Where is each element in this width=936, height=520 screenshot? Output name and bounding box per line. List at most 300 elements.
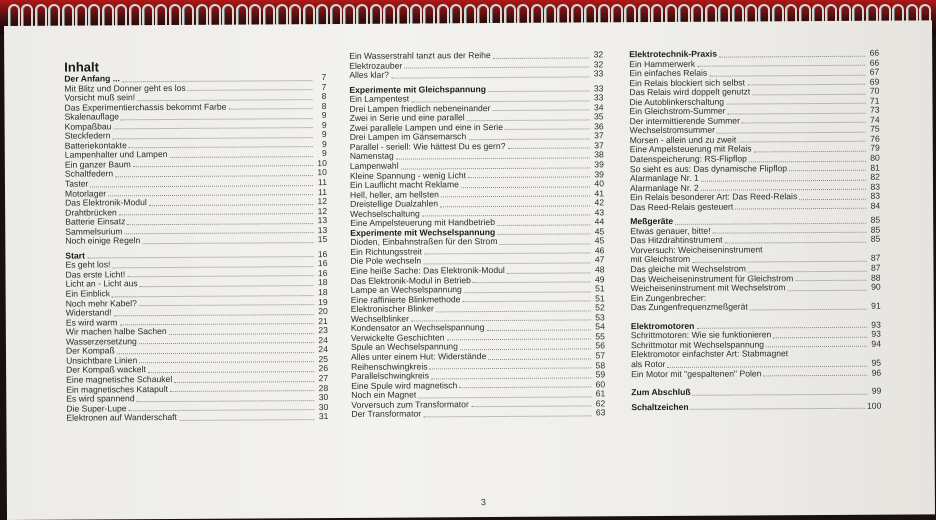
toc-entry-title: Die Super-Lupe <box>66 402 127 414</box>
toc-page-number: 61 <box>595 388 606 399</box>
toc-page-number: 24 <box>318 334 328 345</box>
toc-entry-title: Widerstand! <box>65 307 112 318</box>
toc-page-number: 24 <box>318 344 329 355</box>
toc-entry-title: Schaltfedern <box>64 168 114 180</box>
toc-page-number: 66 <box>869 47 880 58</box>
dot-leader <box>488 356 591 360</box>
toc-page-number: 30 <box>318 401 329 412</box>
toc-entry-title: Experimente mit Gleichspannung <box>349 83 487 95</box>
toc-page-number: 79 <box>870 143 880 154</box>
dot-leader <box>87 255 313 259</box>
toc-page-number: 82 <box>870 171 880 182</box>
dot-leader <box>125 230 314 234</box>
toc-entry-title: Das Experimentierchassis bekommt Farbe <box>64 101 227 113</box>
toc-page-number: 63 <box>595 407 606 418</box>
toc-page-number: 23 <box>318 325 328 336</box>
dot-leader <box>391 74 589 78</box>
dot-leader <box>431 375 591 379</box>
dot-leader <box>709 72 865 76</box>
toc-page-number: 18 <box>317 277 328 288</box>
toc-page-number: 9 <box>321 138 327 149</box>
toc-entry-title: Namenstag <box>349 151 394 162</box>
toc-page-number: 84 <box>870 200 881 211</box>
toc-entry-title: Elektrozauber <box>349 60 403 71</box>
toc-page-number: 46 <box>594 245 605 256</box>
dot-leader <box>697 63 865 67</box>
book-page <box>4 20 935 520</box>
toc-entry-title: Sammelsurium <box>65 226 123 237</box>
toc-page-number: 9 <box>321 148 327 159</box>
dot-leader <box>696 325 866 329</box>
dot-leader <box>133 164 313 168</box>
toc-section-heading <box>631 401 881 412</box>
toc-page-number: 99 <box>871 385 882 396</box>
toc-entry-title: Das Relais wird doppelt genutzt <box>629 86 751 98</box>
toc-entry-title: Ein einfaches Relais <box>629 67 708 79</box>
toc-page-number: 33 <box>593 92 604 103</box>
toc-page-number: 21 <box>318 315 328 326</box>
toc-entry-title: Eine heiße Sache: Das Elektronik-Modul <box>350 264 505 276</box>
toc-entry-title: Wechselblinker <box>350 313 409 324</box>
dot-leader <box>799 196 866 199</box>
dot-leader <box>170 388 314 392</box>
dot-leader <box>464 289 591 293</box>
toc-entry-title: Eine Ampelsteuerung mit Relais <box>629 143 752 155</box>
toc-entry-title: Unsichtbare Linien <box>66 355 138 366</box>
dot-leader <box>675 221 866 225</box>
page-title: Inhalt <box>64 59 99 75</box>
toc-page-number: 90 <box>871 281 881 292</box>
toc-entry-title: Noch einige Regeln <box>65 235 141 246</box>
toc-page-number: 11 <box>318 177 327 188</box>
toc-entry-title: Motorlager <box>64 187 107 199</box>
toc-entry-title: Ein Relais blockiert sich selbst <box>629 77 745 88</box>
dot-leader <box>430 365 592 369</box>
dot-leader <box>174 379 314 383</box>
dot-leader <box>148 369 314 373</box>
dot-leader <box>170 154 313 158</box>
dot-leader <box>752 91 865 95</box>
toc-page-number: 8 <box>321 91 327 102</box>
dot-leader <box>411 98 589 102</box>
toc-page-number: 47 <box>594 254 605 265</box>
toc-page-number: 96 <box>871 367 882 378</box>
toc-page-number: 42 <box>594 197 605 208</box>
toc-page-number: 81 <box>870 162 880 173</box>
toc-page-number: 95 <box>871 357 882 368</box>
toc-entry-title: Es geht los! <box>65 259 111 271</box>
toc-entry-title: Lampenhalter und Lampen <box>64 149 168 161</box>
toc-page-number: 73 <box>869 104 880 115</box>
toc-page-number: 76 <box>870 133 880 144</box>
toc-entry-title: Noch ein Magnet <box>351 389 417 401</box>
toc-entry-title: Ein ganzer Baum <box>64 159 131 170</box>
dot-leader <box>137 398 315 402</box>
toc-page-number: 53 <box>595 312 605 323</box>
toc-entry-title: Verwickelte Geschichten <box>350 332 445 343</box>
dot-leader <box>691 406 865 410</box>
toc-entry-title: Noch mehr Kabel? <box>65 297 137 309</box>
toc-page-number: 26 <box>318 363 329 374</box>
dot-leader <box>701 187 866 191</box>
toc-entry-title: Alarmanlage Nr. 2 <box>629 182 699 193</box>
dot-leader <box>188 87 313 91</box>
toc-page-number: 38 <box>594 149 604 160</box>
dot-leader <box>742 120 866 124</box>
toc-page-number: 39 <box>594 159 604 170</box>
dot-leader <box>738 139 866 143</box>
toc-entry-title: Zwei parallele Lampen und eine in Serie <box>349 121 504 133</box>
dot-leader <box>728 111 866 115</box>
toc-entry-title: Es wird spannend <box>66 393 135 404</box>
dot-leader <box>139 360 314 364</box>
toc-page-number: 41 <box>594 187 605 199</box>
dot-leader <box>418 394 591 398</box>
toc-page-number: 88 <box>870 272 881 283</box>
dot-leader <box>112 293 314 297</box>
toc-entry-title: Das Weicheiseninstrument für Gleichstrom <box>630 272 794 284</box>
dot-leader <box>486 327 590 331</box>
dot-leader <box>763 373 867 377</box>
toc-entry-title: Der Anfang ... <box>64 73 120 84</box>
dot-leader <box>773 335 867 339</box>
dot-leader <box>113 135 313 139</box>
dot-leader <box>497 222 590 226</box>
toc-entry-title: Ein Lampentest <box>349 93 410 105</box>
toc-page-number: 85 <box>870 214 881 226</box>
toc-entry-title: Das Hitzdrahtinstrument <box>630 235 723 246</box>
toc-entry-title: Steckfedern <box>64 130 111 141</box>
toc-page-number: 7 <box>321 81 327 92</box>
toc-entry-title: Lampe an Wechselspannung <box>350 284 462 296</box>
toc-entry-title: Das Elektronik-Modul <box>65 197 147 208</box>
toc-page-number: 9 <box>321 110 327 121</box>
dot-leader <box>139 302 314 306</box>
toc-page-number: 70 <box>869 85 880 96</box>
dot-leader <box>436 308 591 312</box>
dot-leader <box>411 318 591 322</box>
toc-page-number: 12 <box>317 205 328 216</box>
dot-leader <box>507 270 591 274</box>
dot-leader <box>137 97 312 101</box>
dot-leader <box>112 264 313 268</box>
toc-entry-title: Drei Lampen friedlich nebeneinander <box>349 102 491 114</box>
toc-entry-title: Ein Motor mit "gespaltenen" Polen <box>631 367 762 379</box>
dot-leader <box>471 404 592 408</box>
toc-page-number: 49 <box>594 273 605 284</box>
toc-entry <box>351 409 605 420</box>
toc-entry-title: Das Zungenfrequenzmeßgerät <box>630 301 748 313</box>
toc-entry-title: Parallel - seriell: Wie hättest Du es gern? <box>349 140 506 152</box>
toc-page-number: 48 <box>594 264 605 275</box>
toc-entry-title: Parallelschwingkreis <box>351 370 430 381</box>
dot-leader <box>460 346 591 350</box>
toc-entry-title: Vorversuch zum Transformator <box>351 398 469 410</box>
toc-entry-title: Datenspeicherung: RS-Flipflop <box>629 153 747 165</box>
dot-leader <box>459 385 591 389</box>
dot-leader <box>149 202 313 206</box>
toc-page-number: 10 <box>317 157 327 169</box>
dot-leader <box>492 108 589 112</box>
toc-page-number: 66 <box>869 57 880 68</box>
toc-entry-title: Batteriekontakte <box>64 140 127 151</box>
toc-page-number: 16 <box>317 248 328 259</box>
toc-entry-title: Wechselschaltung <box>350 208 420 219</box>
toc-entry-title: Hell, heller, am hellsten <box>350 189 439 200</box>
toc-entry-title: Dreistellige Dualzahlen <box>350 198 439 210</box>
toc-page-number: 67 <box>869 66 880 77</box>
dot-leader <box>507 146 589 150</box>
toc-page-number: 94 <box>871 338 881 349</box>
toc-page-number: 32 <box>593 49 604 60</box>
toc-page-number: 85 <box>870 224 881 235</box>
dot-leader <box>422 213 590 217</box>
toc-page-number: 33 <box>593 82 604 94</box>
toc-entry-title: Wechselstromsummer <box>629 125 716 136</box>
toc-entry-title: Ein Wasserstrahl tanzt aus der Reihe <box>349 50 491 61</box>
dot-leader <box>129 407 315 411</box>
toc-entry-title: Kondensator an Wechselspannung <box>350 322 485 334</box>
toc-entry-title: Kompaßbau <box>64 121 112 132</box>
toc-entry-title: Das gleiche mit Wechselstrom <box>630 263 746 275</box>
dot-leader <box>719 53 865 57</box>
toc-entry-title: Eine Ampelsteuerung mit Handbetrieb <box>350 217 495 229</box>
toc-page-number: 45 <box>594 235 605 246</box>
toc-page-number: 39 <box>594 168 604 179</box>
toc-entry-title: Eine Spule wird magnetisch <box>351 379 458 391</box>
toc-page-number: 83 <box>870 190 881 201</box>
toc-entry-title: Lampenwahl <box>349 160 399 171</box>
toc-page-number: 25 <box>318 353 329 364</box>
toc-entry-title: Taster <box>64 178 89 189</box>
dot-leader <box>493 55 589 59</box>
toc-entry-title: Schrittmotor mit Wechselspannung <box>630 339 765 351</box>
dot-leader <box>423 413 591 417</box>
toc-entry-title: Experimente mit Wechselspannung <box>350 226 496 238</box>
toc-entry-title: Eine magnetische Schaukel <box>66 373 173 385</box>
toc-entry-title: Vorsicht muß sein! <box>64 92 136 103</box>
dot-leader <box>488 89 589 93</box>
toc-entry-title: Dioden, Einbahnstraßen für den Strom <box>350 236 498 248</box>
toc-page-number: 58 <box>595 359 606 370</box>
toc-page-number: 44 <box>594 216 605 227</box>
dot-leader <box>499 241 590 245</box>
dot-leader <box>115 173 313 177</box>
toc-page-number: 13 <box>317 224 328 235</box>
toc-entry-title: Der intermittierende Summer <box>629 115 740 127</box>
dot-leader <box>747 82 865 86</box>
toc-column-2 <box>349 50 605 419</box>
dot-leader <box>447 337 591 341</box>
toc-page-number: 52 <box>595 302 605 313</box>
dot-leader <box>468 136 589 140</box>
toc-entry-title: Elektronischer Blinker <box>350 303 434 315</box>
toc-page-number: 87 <box>870 262 881 273</box>
dot-leader <box>121 116 313 120</box>
toc-page-number: 37 <box>594 130 604 141</box>
toc-page-number: 51 <box>595 293 605 304</box>
toc-page-number: 62 <box>595 398 606 409</box>
dot-leader <box>119 321 313 325</box>
toc-page-number: 51 <box>595 283 605 294</box>
dot-leader <box>129 144 313 148</box>
dot-leader <box>468 175 590 179</box>
dot-leader <box>90 183 313 187</box>
toc-entry-title: als Rotor <box>631 358 666 370</box>
toc-page-number: 13 <box>317 215 328 226</box>
toc-page-number: 37 <box>594 140 604 151</box>
toc-page-number: 75 <box>870 124 880 135</box>
toc-entry-title: Batterie Einsatz <box>65 216 126 227</box>
toc-entry-title: Schrittmotoren: Wie sie funktionieren <box>630 329 772 341</box>
dot-leader <box>127 221 313 225</box>
toc-page-number: 10 <box>317 167 327 178</box>
toc-entry-title: Zum Abschluß <box>631 386 691 398</box>
dot-leader <box>140 283 314 287</box>
page-number: 3 <box>480 497 486 508</box>
toc-page-number: 36 <box>594 121 604 132</box>
dot-leader <box>701 177 866 181</box>
toc-entry-title: Skalenauflage <box>64 111 120 122</box>
dot-leader <box>461 184 590 188</box>
dot-leader <box>169 331 314 335</box>
toc-entry-title: Elektromotor einfachster Art: Stabmagnet <box>630 348 789 360</box>
toc-entry-title: Drei Lampen im Gänsemarsch <box>349 131 467 143</box>
dot-leader <box>127 274 313 278</box>
toc-page-number: 85 <box>870 234 881 245</box>
toc-page-number: 60 <box>595 378 606 389</box>
toc-page-number: 9 <box>321 129 327 140</box>
toc-entry-title: Das Elektronik-Modul in Betrieb <box>350 274 471 286</box>
toc-page-number: 83 <box>870 181 881 192</box>
toc-column-1 <box>64 58 328 423</box>
toc-page-number: 87 <box>870 253 881 264</box>
toc-entry-title: Ein Hammerwerk <box>629 58 696 69</box>
dot-leader <box>228 106 312 110</box>
toc-page-number: 55 <box>595 331 605 342</box>
toc-entry-title: Mit Blitz und Donner geht es los <box>64 82 186 94</box>
toc-page-number: 31 <box>318 411 329 422</box>
toc-page-number: 20 <box>318 306 328 317</box>
toc-entry-title: Weicheiseninstrument mit Wechselstrom <box>630 282 786 294</box>
dot-leader <box>396 155 590 159</box>
toc-page-number: 15 <box>317 234 328 245</box>
toc-page-number: 34 <box>593 102 604 113</box>
toc-entry-title: Eine raffinierte Blinkmethode <box>350 293 461 305</box>
dot-leader <box>735 206 866 210</box>
dot-leader <box>117 350 314 354</box>
toc-page-number: 45 <box>594 226 605 237</box>
dot-leader <box>766 344 867 348</box>
toc-entry-title: Das Reed-Relais gesteuert <box>630 201 734 212</box>
toc-page-number: 7 <box>321 72 327 83</box>
dot-leader <box>754 149 866 153</box>
toc-page-number: 54 <box>595 321 605 332</box>
toc-page-number: 11 <box>318 186 328 197</box>
toc-entry-title: Ein Relais besonderer Art: Das Reed-Relais <box>630 191 798 203</box>
toc-page-number: 27 <box>318 372 329 384</box>
dot-leader <box>122 78 312 82</box>
dot-leader <box>750 307 867 311</box>
dot-leader <box>113 125 312 129</box>
dot-leader <box>795 278 866 281</box>
dot-leader <box>119 211 313 215</box>
toc-entry-title: Alarmanlage Nr. 1 <box>629 172 699 184</box>
toc-entry-title: Ein Zungenbrecher: <box>630 292 707 303</box>
toc-page-number: 59 <box>595 369 606 380</box>
toc-entry-title: mit Gleichstrom <box>630 254 691 265</box>
toc-page-number: 16 <box>317 258 328 269</box>
toc-entry-title: Die Autoblinkerschaltung <box>629 96 725 107</box>
toc-page-number: 30 <box>318 392 329 403</box>
dot-leader <box>108 192 313 196</box>
toc-entry-title: Drahtbrücken <box>65 206 117 218</box>
toc-entry-title: Spule an Wechselspannung <box>350 341 458 353</box>
toc-page-number: 93 <box>871 328 881 340</box>
toc-page-number: 93 <box>871 319 881 330</box>
dot-leader <box>717 130 866 134</box>
toc-entry-title: Alles unter einem Hut: Widerstände <box>350 351 487 362</box>
toc-entry-title: Der Transformator <box>351 408 422 420</box>
toc-page-number: 9 <box>321 119 327 130</box>
dot-leader <box>139 340 314 344</box>
dot-leader <box>713 230 867 234</box>
toc-page-number: 71 <box>869 95 880 106</box>
dot-leader <box>423 260 590 264</box>
toc-page-number: 56 <box>595 340 605 351</box>
dot-leader <box>726 101 865 105</box>
dot-leader <box>789 168 866 171</box>
toc-entry-title: Ein Gleichstrom-Summer <box>629 105 726 117</box>
toc-page-number: 12 <box>317 196 328 207</box>
dot-leader <box>692 259 866 263</box>
toc-page-number: 57 <box>595 350 606 361</box>
dot-leader <box>179 417 315 421</box>
toc-entry-title: Elektrotechnik-Praxis <box>629 48 718 60</box>
dot-leader <box>142 240 313 244</box>
dot-leader <box>441 194 590 198</box>
toc-page-number: 8 <box>321 100 327 111</box>
toc-page-number: 91 <box>871 300 881 311</box>
toc-entry-title: Die Pole wechseln <box>350 255 422 267</box>
toc-entry-title: Morsen - allein und zu zweit <box>629 134 737 146</box>
dot-leader <box>749 158 866 162</box>
dot-leader <box>788 287 867 290</box>
toc-entry-title: Etwas genauer, bitte! <box>630 225 711 237</box>
toc-entry-title: Der Kompaß <box>65 345 115 356</box>
toc-entry-title: Meßgeräte <box>630 216 674 227</box>
toc-entry-title: Zwei in Serie und eine parallel <box>349 112 465 124</box>
toc-entry-title: Alles klar? <box>349 69 389 80</box>
toc-page-number: 35 <box>593 111 604 122</box>
toc-entry-title: Das erste Licht! <box>65 269 126 280</box>
toc-entry-title: Der Kompaß wackelt <box>66 364 146 376</box>
toc-page-number: 18 <box>318 287 328 298</box>
toc-entry-title: Ein Einblick <box>65 288 111 299</box>
toc-entry-title: Licht an - Licht aus <box>65 278 138 290</box>
toc-entry-title: Es wird warm <box>65 316 118 328</box>
toc-entry-title: Schaltzeichen <box>631 401 689 412</box>
toc-page-number: 80 <box>870 152 880 163</box>
dot-leader <box>462 299 590 303</box>
toc-entry-title: Ein magnetisches Katapult <box>66 383 169 395</box>
toc-entry-title: Wir machen halbe Sachen <box>65 326 167 337</box>
dot-leader <box>693 391 868 395</box>
dot-leader <box>473 280 591 284</box>
toc-page-number: 43 <box>594 207 605 218</box>
toc-entry-title: So sieht es aus: Das dynamische Flipflop <box>629 162 788 174</box>
toc-page-number: 40 <box>594 178 605 189</box>
